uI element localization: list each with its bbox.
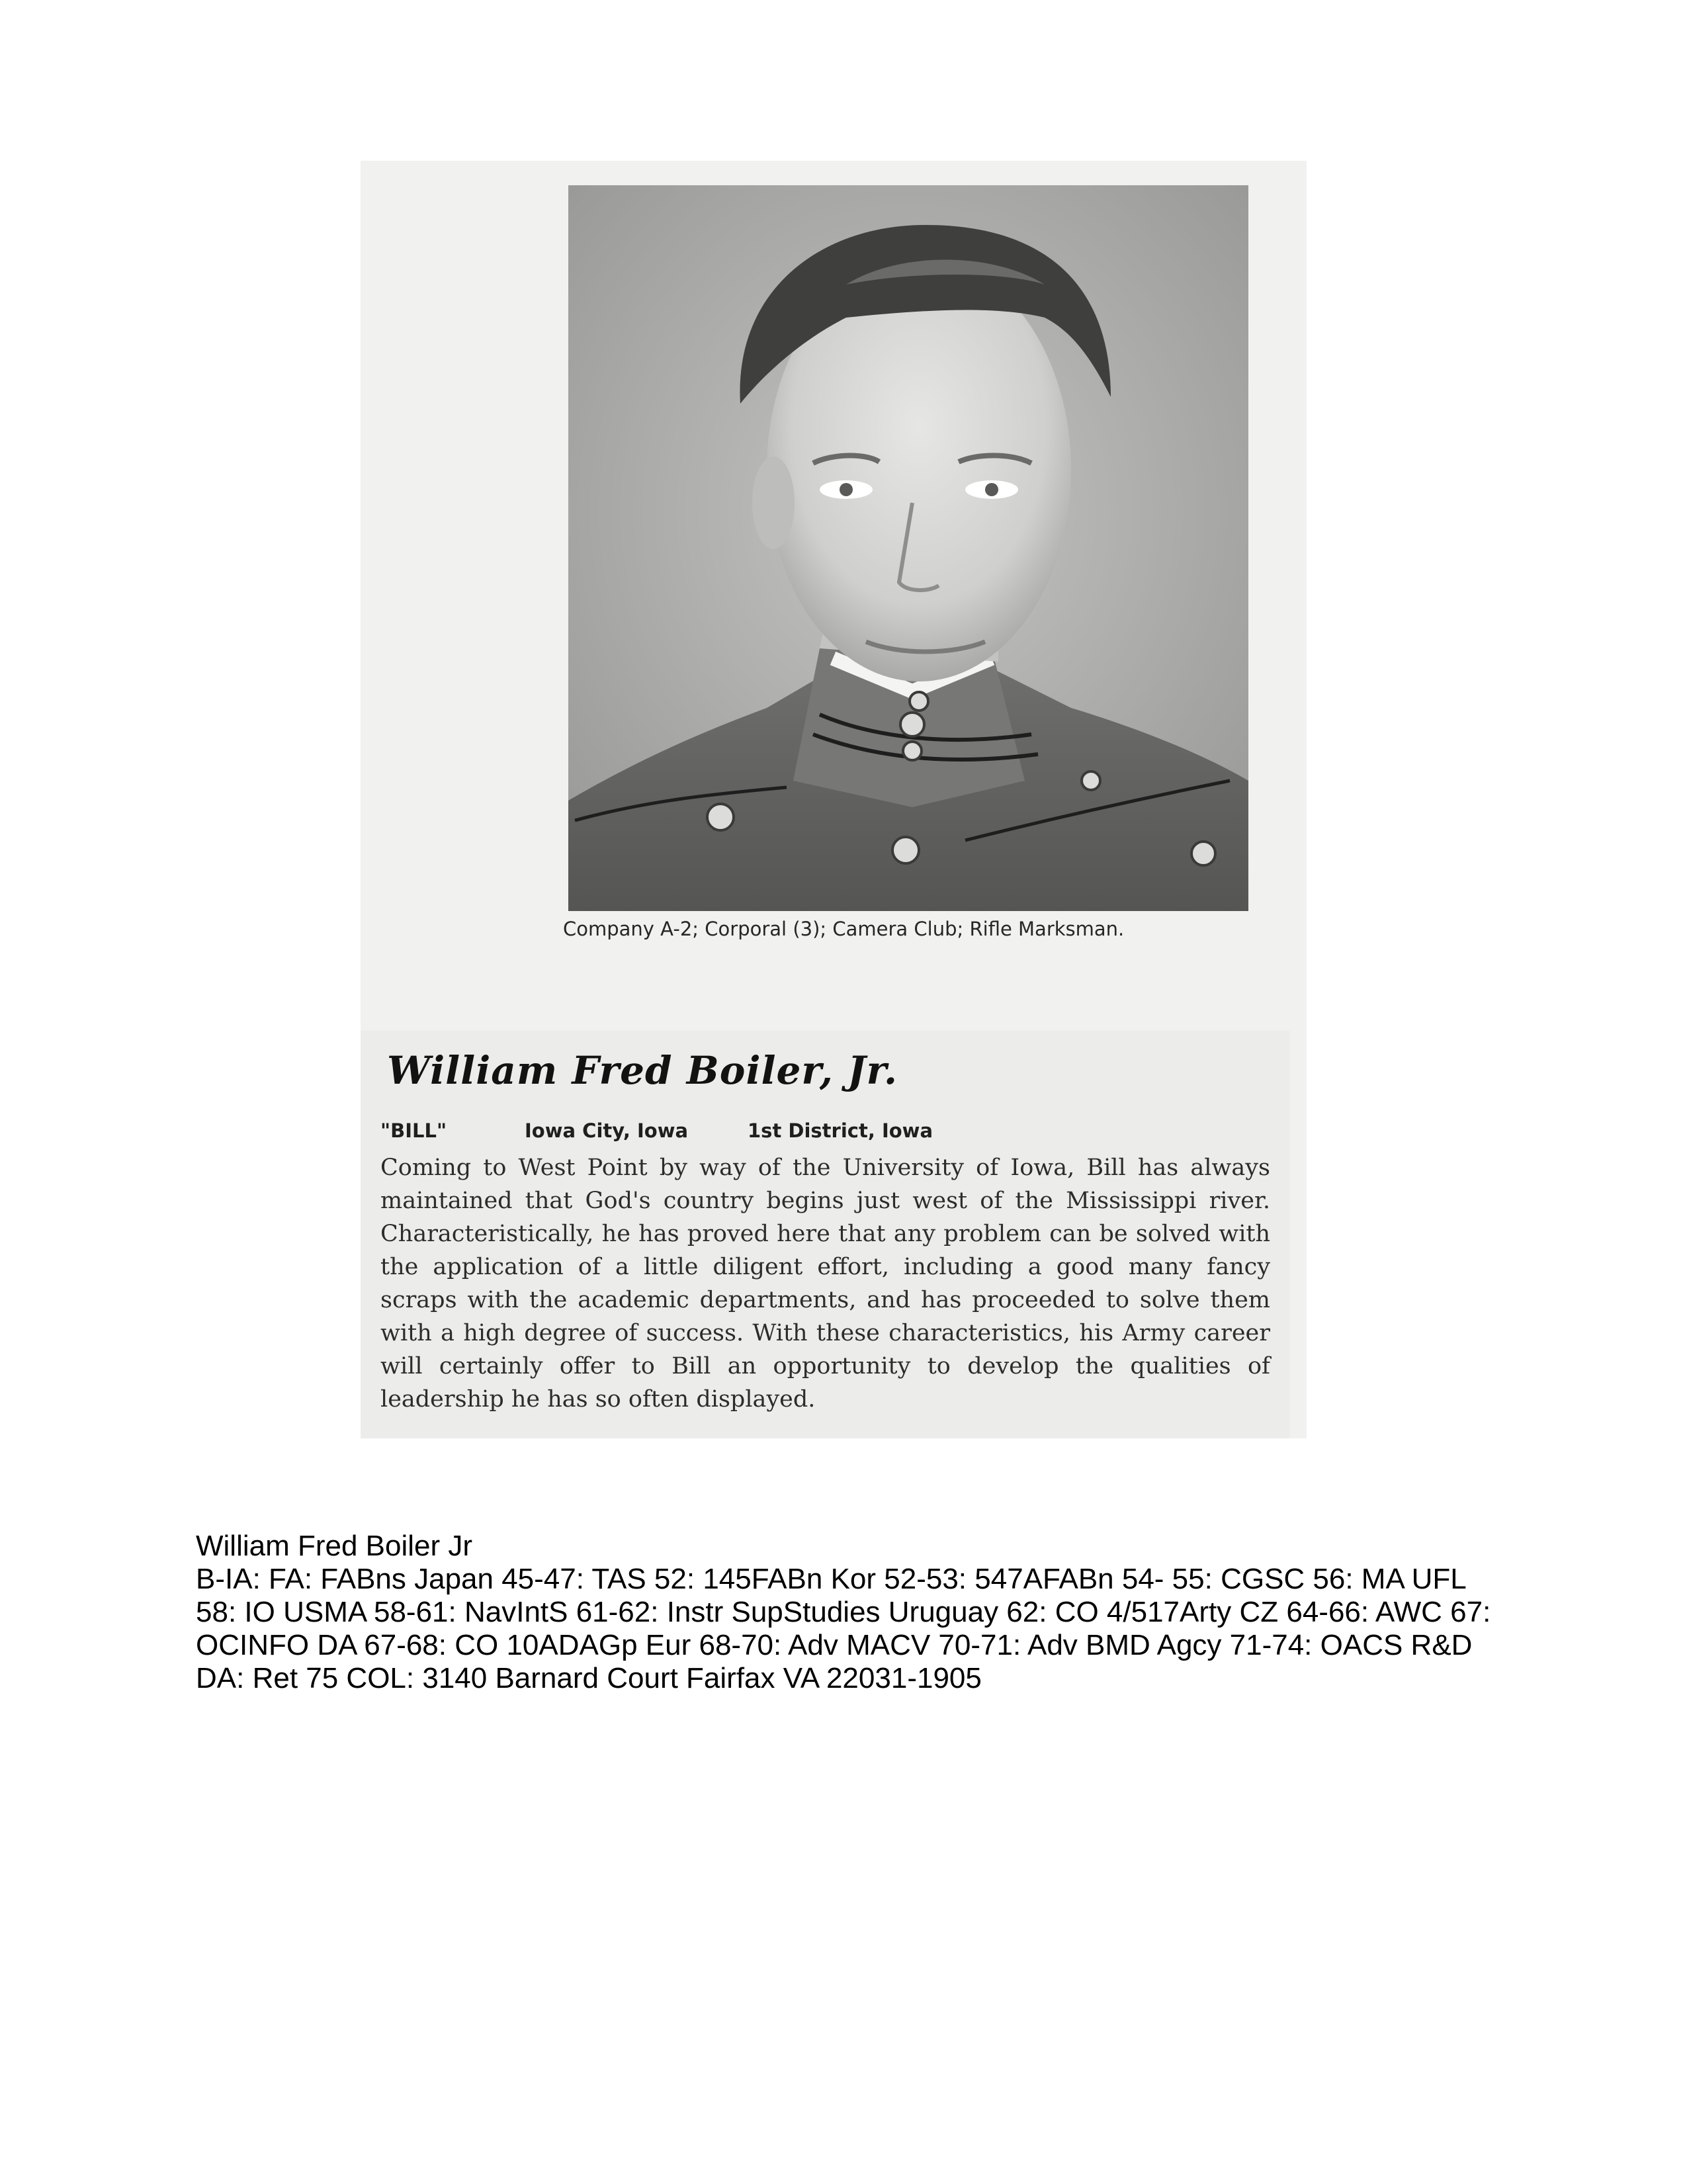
name-heading: William Fred Boiler, Jr. — [387, 1048, 898, 1093]
record-name: William Fred Boiler Jr — [196, 1530, 473, 1562]
activities-caption: Company A-2; Corporal (3); Camera Club; Rifle Marksman. — [563, 918, 1125, 940]
cadet-portrait-photo — [568, 185, 1248, 911]
portrait-illustration — [568, 185, 1248, 911]
hometown: Iowa City, Iowa — [525, 1119, 689, 1142]
biography-text: Coming to West Point by way of the University of Iowa, Bill has always maintained that God's country begins just west of the Mississippi river. Characteristically, he has proved here that any problem can be solved with the application of a little diligent effort, including a good many fancy scraps with the academic departments, and has proceeded to solve them with a high degree of success. With these characteristics, his Army career will certainly offer to Bill an opportunity to develop the qualities of leadership he has so often displayed. — [380, 1155, 1270, 1413]
yearbook-scan — [361, 161, 1307, 1438]
biography-panel — [361, 1031, 1290, 1438]
nickname: "BILL" — [380, 1119, 447, 1142]
record-text: B-IA: FA: FABns Japan 45-47: TAS 52: 145FABn Kor 52-53: 547AFABn 54- 55: CGSC 56: MA UFL 58: IO USMA 58-61: NavIntS 61-62: Instr SupStudies Uruguay 62: CO 4/517Arty CZ 64-66: AWC 67: OCINFO DA 67-68: CO 10ADAGp Eur 68-70: Adv MACV 70-71: Adv BMD Agcy 71-74: OACS R&D DA: Ret 75 COL: 3140 Barnard Court Fairfax VA 22031-1905 — [196, 1563, 1491, 1694]
district: 1st District, Iowa — [748, 1119, 933, 1142]
career-record — [196, 1530, 1492, 1695]
